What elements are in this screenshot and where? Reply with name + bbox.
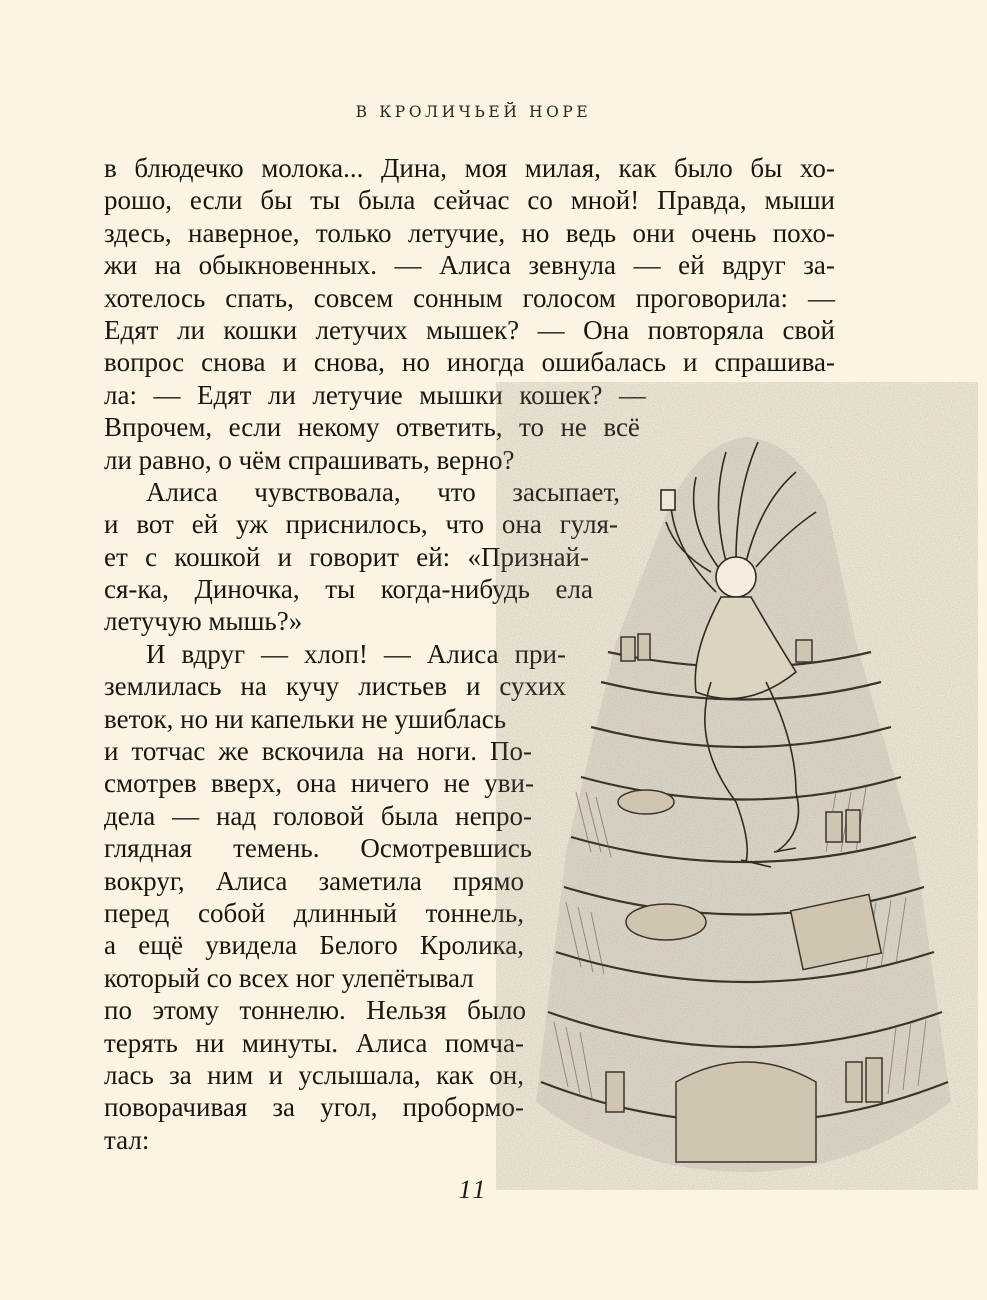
text-line: и вот ей уж приснилось, что она гуля- bbox=[104, 509, 618, 540]
text-line: хотелось спать, совсем сонным голосом проговорила: — bbox=[104, 282, 835, 313]
text-line: Едят ли кошки летучих мышек? — Она повторяла свой bbox=[104, 314, 835, 345]
falling-alice-illustration bbox=[496, 382, 978, 1190]
text-line: который со всех ног улепётывал bbox=[104, 962, 474, 993]
text-line: а ещё увидела Белого Кролика, bbox=[104, 930, 524, 961]
text-line: поворачивая за угол, пробормо- bbox=[104, 1092, 524, 1123]
text-line: ла: — Едят ли летучие мышки кошек? — bbox=[104, 379, 646, 410]
text-line: дела — над головой была непро- bbox=[104, 800, 532, 831]
text-line: здесь, наверное, только летучие, но ведь они очень похо- bbox=[104, 217, 835, 248]
text-line: И вдруг — хлоп! — Алиса при- bbox=[146, 638, 566, 669]
text-line: вокруг, Алиса заметила прямо bbox=[104, 865, 524, 896]
text-line: веток, но ни капельки не ушиблась bbox=[104, 703, 507, 734]
text-line: летучую мышь?» bbox=[104, 606, 303, 637]
text-line: ли равно, о чём спрашивать, верно? bbox=[104, 444, 515, 475]
text-line: вопрос снова и снова, но иногда ошибалась и спрашива- bbox=[104, 347, 835, 378]
text-line: Впрочем, если некому ответить, то не всё bbox=[104, 412, 640, 443]
text-line: по этому тоннелю. Нельзя было bbox=[104, 995, 526, 1026]
text-line: терять ни минуты. Алиса помча- bbox=[104, 1027, 524, 1058]
text-line: глядная темень. Осмотревшись bbox=[104, 833, 532, 864]
text-line: и тотчас же вскочила на ноги. По- bbox=[104, 736, 532, 767]
text-line: в блюдечко молока... Дина, моя милая, как было бы хо- bbox=[104, 153, 835, 183]
text-line: тал: bbox=[104, 1124, 150, 1155]
text-line: смотрев вверх, она ничего не уви- bbox=[104, 768, 534, 799]
text-line: жи на обыкновенных. — Алиса зевнула — ей вдруг за- bbox=[104, 250, 835, 281]
page-number: 11 bbox=[458, 1175, 489, 1204]
text-line: перед собой длинный тоннель, bbox=[104, 897, 524, 928]
text-line: Алиса чувствовала, что засыпает, bbox=[146, 476, 620, 507]
text-line: лась за ним и услышала, как он, bbox=[104, 1059, 524, 1090]
text-line: землилась на кучу листьев и сухих bbox=[104, 671, 566, 702]
text-line: ся-ка, Диночка, ты когда-нибудь ела bbox=[104, 574, 593, 605]
text-line: рошо, если бы ты была сейчас со мной! Правда, мыши bbox=[104, 185, 835, 216]
text-line: ет с кошкой и говорит ей: «Признай- bbox=[104, 541, 589, 572]
running-head: В КРОЛИЧЬЕЙ НОРЕ bbox=[355, 103, 592, 121]
